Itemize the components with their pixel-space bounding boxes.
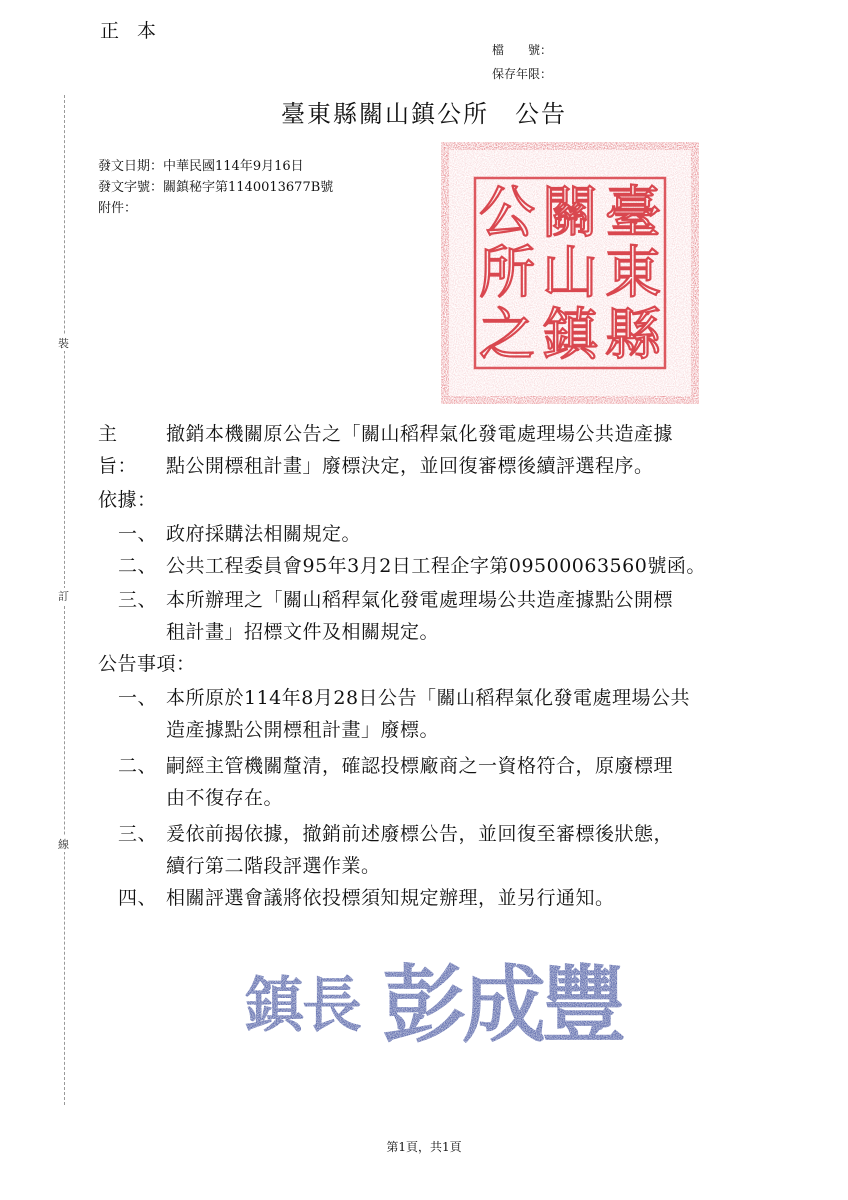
seal-char: 臺 (605, 181, 661, 246)
seal-char: 所 (479, 241, 535, 306)
announcement-item-text: 相關評選會議將依投標須知規定辦理，並另行通知。 (166, 887, 615, 909)
announcements-heading: 公告事項： (98, 653, 196, 675)
page-number: 第1頁，共1頁 (386, 1140, 462, 1154)
announcement-item-text: 嗣經主管機關釐清，確認投標廠商之一資格符合，原廢標理 (166, 755, 674, 777)
archive-number-label: 檔 號： (492, 43, 553, 57)
announcement-item-text: 由不復存在。 (166, 787, 284, 809)
attachment-row (98, 198, 333, 219)
announcement-item-text: 續行第二階段評選作業。 (166, 855, 381, 877)
announcement-item-text: 造產據點公開標租計畫」廢標。 (166, 719, 440, 741)
document-number-value: 關鎮秘字第1140013677B號 (163, 180, 334, 195)
basis-heading: 依據： (98, 489, 157, 511)
announcement-item-text: 爰依前揭依據，撤銷前述廢標公告，並回復至審標後狀態， (166, 823, 674, 845)
binding-char-zhuang: 裝 (58, 337, 69, 350)
announcement-item-number: 三、 (118, 823, 158, 845)
issue-date-label: 發文日期： (98, 159, 164, 174)
document-number-row (98, 177, 333, 198)
retention-period-label: 保存年限： (492, 67, 553, 81)
basis-item-text: 租計畫」招標文件及相關規定。 (166, 621, 440, 643)
mayor-name: 彭成豐 (382, 955, 623, 1054)
binding-char-ding: 訂 (58, 590, 69, 603)
announcement-item-text: 本所原於114年8月28日公告「關山稻稈氣化發電處理場公共 (166, 687, 691, 709)
announcement-item-number: 一、 (118, 687, 158, 709)
subject-line: 撤銷本機關原公告之「關山稻稈氣化發電處理場公共造產據 (166, 423, 674, 445)
seal-char: 公 (479, 181, 535, 246)
basis-item-text: 政府採購法相關規定。 (166, 523, 362, 545)
document-meta (98, 156, 333, 219)
seal-char: 鎮 (542, 303, 598, 368)
subject-label: 主旨： (98, 423, 138, 477)
seal-char: 之 (479, 303, 535, 368)
basis-item-number: 二、 (118, 555, 158, 577)
official-seal (441, 142, 699, 404)
document-number-label: 發文字號： (98, 180, 164, 195)
announcement-item-number: 二、 (118, 755, 158, 777)
basis-item-text: 本所辦理之「關山稻稈氣化發電處理場公共造產據點公開標 (166, 589, 674, 611)
attachment-label: 附件： (98, 201, 138, 216)
binding-char-xian: 線 (58, 838, 69, 851)
copy-type-label: 正本 (100, 20, 175, 42)
mayor-title: 鎮長 (244, 971, 360, 1041)
archive-info (492, 38, 552, 86)
seal-char: 東 (605, 241, 661, 306)
issue-date-value: 中華民國114年9月16日 (163, 159, 304, 174)
seal-char: 山 (542, 241, 598, 306)
mayor-signature-stamp (244, 946, 644, 1070)
basis-item-text: 公共工程委員會95年3月2日工程企字第09500063560號函。 (166, 555, 706, 577)
seal-char: 關 (542, 181, 598, 246)
announcement-item-number: 四、 (118, 887, 158, 909)
document-title: 臺東縣關山鎮公所 公告 (281, 100, 567, 128)
basis-item-number: 三、 (118, 589, 158, 611)
basis-item-number: 一、 (118, 523, 158, 545)
seal-char: 縣 (605, 303, 661, 368)
subject-line: 點公開標租計畫」廢標決定，並回復審標後續評選程序。 (166, 455, 654, 477)
issue-date-row (98, 156, 333, 177)
